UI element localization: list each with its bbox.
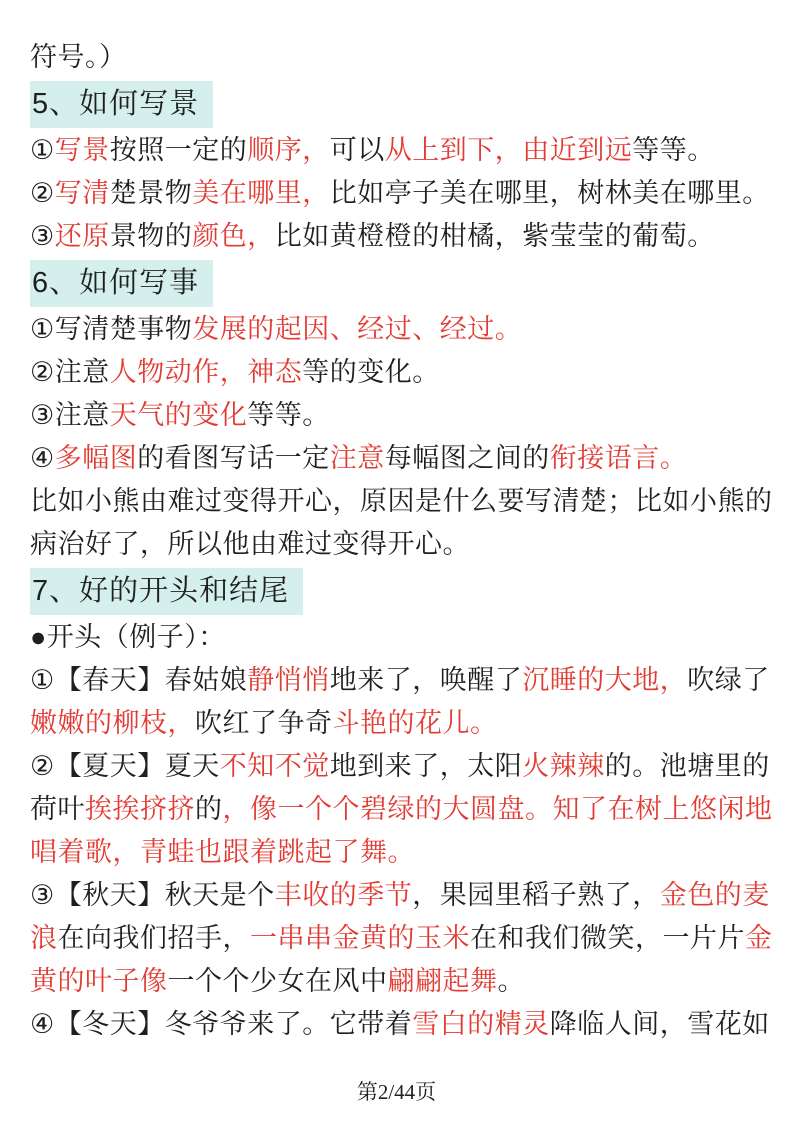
text-segment: 地来了，唤醒了	[329, 665, 523, 695]
text-line	[30, 745, 773, 788]
text-segment: ，果园里稻子熟了，	[412, 880, 660, 910]
text-segment: 在向我们招手，	[57, 923, 250, 953]
text-segment: 等等。	[247, 400, 330, 430]
text-segment: 等的变化。	[302, 357, 440, 387]
text-segment: 比如亭子美在哪里，树林美在哪里。	[329, 178, 770, 208]
text-line	[30, 874, 773, 917]
text-segment: 每幅图之间的	[384, 443, 550, 473]
text-line	[30, 917, 773, 960]
text-line	[30, 960, 773, 1003]
text-line	[30, 480, 773, 523]
text-line	[30, 308, 773, 351]
text-segment: ①写清楚事物	[30, 314, 193, 344]
text-segment: ③【秋天】秋天是个	[30, 880, 275, 910]
text-segment: 人物动作，神态	[109, 357, 303, 387]
text-segment: 6、如何写事	[32, 266, 200, 299]
text-segment: ②【夏天】夏天	[30, 751, 220, 781]
text-segment: 景物的	[109, 221, 193, 251]
text-segment: 在和我们微笑，一片片	[470, 923, 745, 953]
text-segment: ，像一个个碧绿的大圆盘。知了在树上悠闲地	[222, 794, 773, 824]
text-line	[30, 351, 773, 394]
text-segment: 颜色，	[192, 221, 275, 251]
text-segment: 挨挨挤挤	[85, 794, 195, 824]
text-line	[30, 616, 773, 659]
text-line	[30, 831, 773, 874]
text-segment: ●开头（例子）：	[30, 622, 226, 652]
text-segment: 的	[195, 794, 223, 824]
text-segment: 符号。）	[30, 42, 127, 72]
section-heading-highlight	[30, 568, 303, 615]
text-segment: 地到来了，太阳	[329, 751, 523, 781]
text-segment: 楚景物	[109, 178, 193, 208]
text-segment: 还原	[54, 221, 110, 251]
text-segment: 比如黄橙橙的柑橘，紫莹莹的葡萄。	[274, 221, 715, 251]
text-segment: 一串串金黄的玉米	[250, 923, 470, 953]
text-line	[30, 788, 773, 831]
text-segment: 天气的变化	[109, 400, 248, 430]
section-heading	[30, 258, 773, 308]
text-segment: 写清	[54, 178, 110, 208]
text-segment: 静悄悄	[247, 665, 330, 695]
text-segment: 降临人间，雪花如	[549, 1009, 770, 1039]
text-segment: 多幅图	[54, 443, 138, 473]
text-segment: 注意	[329, 443, 385, 473]
text-segment: 荷叶	[30, 794, 85, 824]
text-line	[30, 36, 773, 79]
text-segment: 金色的麦	[659, 880, 770, 910]
text-line	[30, 702, 773, 745]
text-line	[30, 172, 773, 215]
text-segment: 斗艳的花儿。	[332, 708, 498, 738]
text-segment: 美在哪里，	[192, 178, 330, 208]
text-segment: 火辣辣	[522, 751, 605, 781]
text-segment: ④	[30, 443, 55, 473]
text-segment: 5、如何写景	[32, 87, 200, 120]
text-segment: 按照一定的	[109, 135, 248, 165]
section-heading	[30, 79, 773, 129]
text-segment: 比如小熊由难过变得开心，原因是什么要写清楚；比如小熊的	[30, 486, 773, 516]
text-segment: 。	[497, 966, 525, 996]
text-segment: 等等。	[632, 135, 715, 165]
text-segment: 吹红了争奇	[195, 708, 333, 738]
text-segment: ①	[30, 135, 55, 165]
text-segment: 的看图写话一定	[137, 443, 330, 473]
text-segment: ②	[30, 178, 55, 208]
text-segment: ③	[30, 221, 55, 251]
text-line	[30, 1003, 773, 1046]
text-segment: 7、好的开头和结尾	[32, 574, 290, 607]
text-segment: ③注意	[30, 400, 110, 430]
text-segment: 发展的起因、经过、经过。	[192, 314, 523, 344]
text-segment: 黄的叶子像	[30, 966, 168, 996]
text-segment: ①【春天】春姑娘	[30, 665, 248, 695]
section-heading	[30, 566, 773, 616]
text-segment: 金	[745, 923, 773, 953]
section-heading-highlight	[30, 81, 213, 128]
text-segment: 嫩嫩的柳枝，	[30, 708, 195, 738]
text-segment: 雪白的精灵	[412, 1009, 550, 1039]
text-segment: 病治好了，所以他由难过变得开心。	[30, 529, 470, 559]
text-segment: ④【冬天】冬爷爷来了。它带着	[30, 1009, 413, 1039]
text-segment: 衔接语言。	[549, 443, 688, 473]
text-segment: 丰收的季节	[274, 880, 413, 910]
text-segment: 沉睡的大地，	[522, 665, 688, 695]
text-segment: 一个个少女在风中	[167, 966, 388, 996]
text-segment: 的。池塘里的	[604, 751, 770, 781]
text-segment: ②注意	[30, 357, 110, 387]
text-line	[30, 129, 773, 172]
text-line	[30, 215, 773, 258]
text-segment: 顺序，	[247, 135, 330, 165]
section-heading-highlight	[30, 260, 213, 307]
text-segment: 可以	[329, 135, 385, 165]
text-segment: 不知不觉	[219, 751, 330, 781]
text-segment: 从上到下，由近到远	[384, 135, 633, 165]
text-line	[30, 659, 773, 702]
text-line	[30, 394, 773, 437]
text-segment: 写景	[54, 135, 110, 165]
text-segment: 吹绿了	[687, 665, 770, 695]
text-segment: 唱着歌，青蛙也跟着跳起了舞。	[30, 837, 415, 867]
text-line	[30, 523, 773, 566]
text-segment: 翩翩起舞	[387, 966, 498, 996]
page-number: 第2/44页	[356, 1080, 437, 1104]
text-segment: 浪	[30, 923, 58, 953]
text-line	[30, 437, 773, 480]
